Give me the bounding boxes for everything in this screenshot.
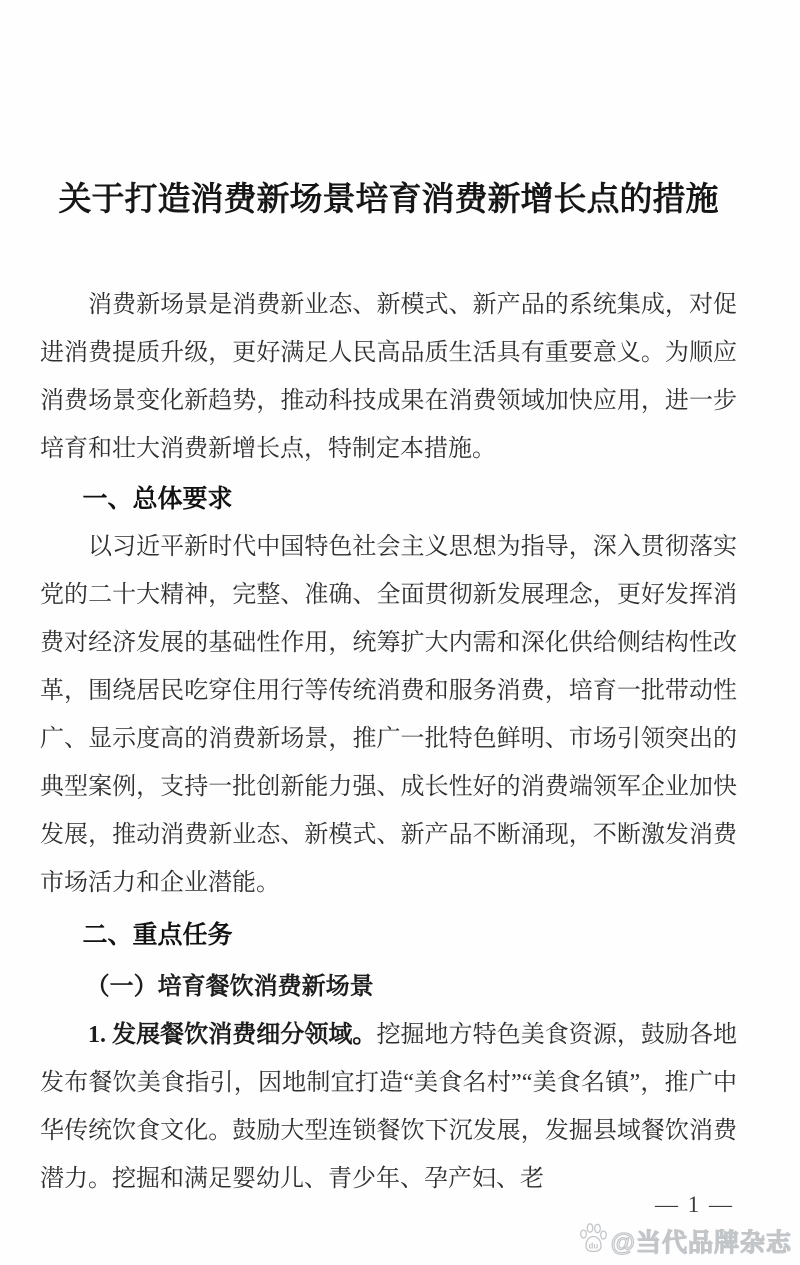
- baidu-paw-icon: [578, 1222, 608, 1259]
- section-2-heading: 二、重点任务: [82, 920, 233, 949]
- section-2-subheading: （一）培育餐饮消费新场景: [85, 973, 374, 1000]
- item-1-paragraph: [40, 1011, 737, 1203]
- section-1-heading: 一、总体要求: [82, 484, 233, 513]
- document-title: 关于打造消费新场景培育消费新增长点的措施: [58, 182, 719, 218]
- watermark-text: @当代品牌杂志: [610, 1228, 792, 1257]
- item-1-text: 挖掘地方特色美食资源，鼓励各地发布餐饮美食指引，因地制宜打造“美食名村”“美食名镇”，推广中华传统饮食文化。鼓励大型连锁餐饮下沉发展，发掘县域餐饮消费潜力。挖掘和满足婴幼儿、青少年、孕产妇、老: [40, 1021, 738, 1192]
- item-1-lead: 1. 发展餐饮消费细分领域。: [88, 1021, 377, 1048]
- intro-paragraph: 消费新场景是消费新业态、新模式、新产品的系统集成，对促进消费提质升级，更好满足人民高品质生活具有重要意义。为顺应消费场景变化新趋势，推动科技成果在消费领域加快应用，进一步培育和壮大消费新增长点，特制定本措施。: [40, 291, 737, 462]
- section-1-paragraph: 以习近平新时代中国特色社会主义思想为指导，深入贯彻落实党的二十大精神，完整、准确、全面贯彻新发展理念，更好发挥消费对经济发展的基础性作用，统筹扩大内需和深化供给侧结构性改革，围绕居民吃穿住用行等传统消费和服务消费，培育一批带动性广、显示度高的消费新场景，推广一批特色鲜明、市场引领突出的典型案例，支持一批创新能力强、成长性好的消费端领军企业加快发展，推动消费新业态、新模式、新产品不断涌现，不断激发消费市场活力和企业潜能。: [40, 533, 737, 896]
- watermark: [578, 1222, 792, 1259]
- paw-icon-label: du: [588, 1241, 598, 1251]
- page-number: — 1 —: [655, 1192, 734, 1217]
- document-content: [40, 0, 737, 1203]
